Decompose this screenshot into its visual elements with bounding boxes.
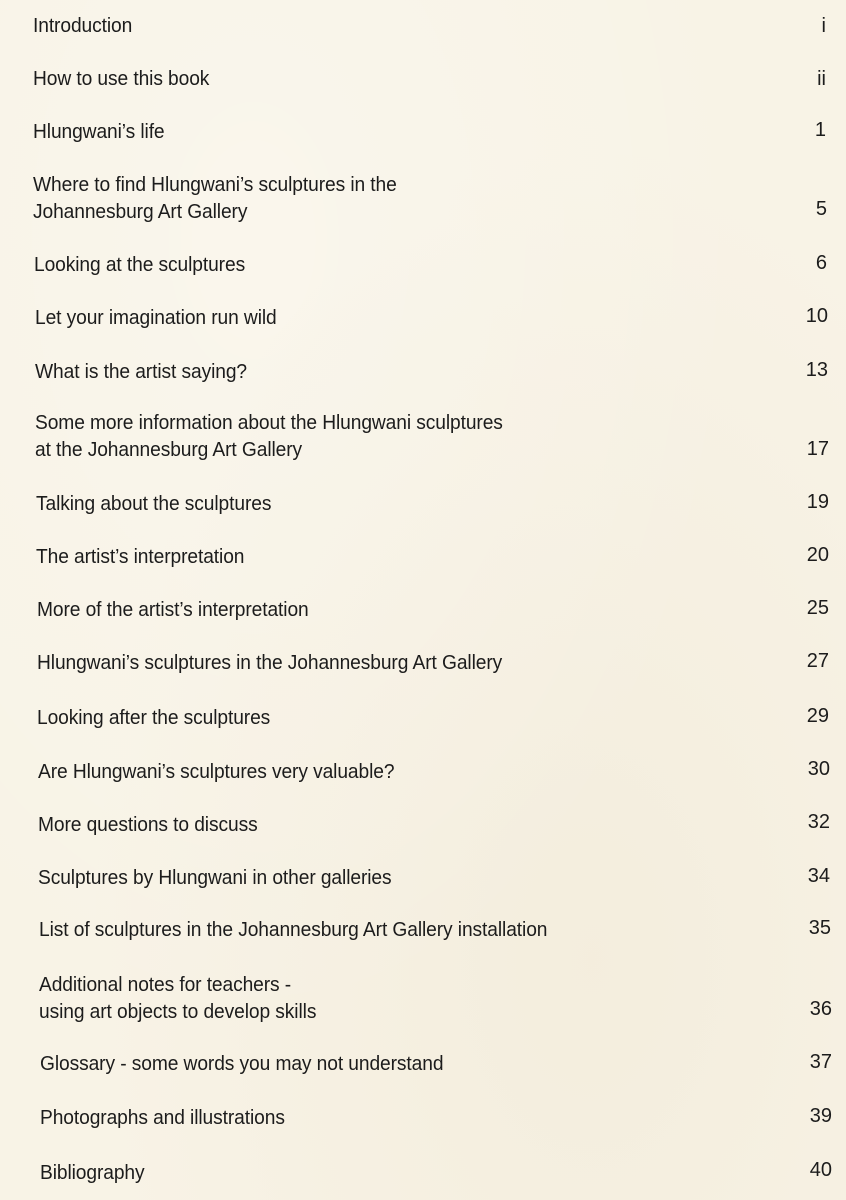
toc-entry-page-number: 37 [809, 1051, 832, 1073]
toc-entry-title [36, 491, 271, 518]
toc-entry-page-number: 34 [807, 865, 830, 887]
toc-entry-page-number: 36 [809, 998, 832, 1020]
toc-entry-title [38, 759, 394, 786]
toc-entry-title [35, 410, 503, 464]
toc-entry-page-number: 5 [815, 198, 827, 220]
toc-entry-title [33, 66, 209, 93]
toc-entry-title [40, 1105, 285, 1132]
toc-entry-title-line: Hlungwani’s sculptures in the Johannesburg Art Gallery [37, 652, 503, 674]
toc-entry-page-number: i [821, 15, 826, 37]
toc-entry-title [37, 597, 309, 624]
toc-entry-title [33, 119, 165, 146]
toc-entry-title [38, 865, 392, 892]
toc-entry-title [35, 305, 277, 332]
toc-entry-title [35, 359, 247, 386]
toc-entry-page-number: 19 [806, 491, 829, 513]
toc-entry-page-number: 13 [805, 359, 828, 381]
toc-entry-title-line: List of sculptures in the Johannesburg Art Gallery installation [39, 919, 548, 941]
toc-entry-page-number: 6 [815, 252, 827, 274]
toc-entry-page-number: 25 [806, 597, 829, 619]
toc-entry-title-line: More of the artist’s interpretation [37, 599, 309, 621]
toc-entry-title [36, 544, 244, 571]
toc-entry-title-line: Let your imagination run wild [35, 307, 277, 329]
toc-entry-title-line: Johannesburg Art Gallery [33, 201, 248, 223]
toc-entry-title [34, 252, 245, 279]
toc-entry-title-line: Looking at the sculptures [34, 254, 246, 276]
toc-entry-page-number: 32 [807, 811, 830, 833]
toc-entry-title-line: Where to find Hlungwani’s sculptures in the [33, 174, 397, 196]
toc-entry-title-line: What is the artist saying? [35, 361, 247, 383]
toc-entry-title-line: Talking about the sculptures [36, 493, 272, 515]
toc-entry-title-line: More questions to discuss [38, 814, 258, 836]
toc-entry-title [38, 812, 258, 839]
toc-entry-title [33, 172, 397, 226]
toc-entry-title [37, 650, 502, 677]
toc-entry-title-line: Looking after the sculptures [37, 707, 271, 729]
toc-entry-title [33, 13, 132, 40]
toc-entry-page-number: 20 [806, 544, 829, 566]
toc-entry-title [37, 705, 270, 732]
toc-entry-title [40, 1051, 443, 1078]
toc-entry-title [39, 917, 547, 944]
toc-entry-title [40, 1160, 145, 1187]
toc-entry-title-line: Hlungwani’s life [33, 121, 165, 143]
toc-entry-title-line: Some more information about the Hlungwani sculptures [35, 412, 503, 434]
toc-entry-page-number: 10 [805, 305, 828, 327]
toc-entry-page-number: 1 [814, 119, 826, 141]
toc-entry-title-line: How to use this book [33, 68, 210, 90]
toc-entry-title-line: The artist’s interpretation [36, 546, 245, 568]
toc-entry-page-number: 40 [809, 1159, 832, 1181]
toc-entry-title-line: Introduction [33, 15, 133, 37]
toc-entry-title-line: using art objects to develop skills [39, 1001, 317, 1023]
toc-entry-page-number: 35 [808, 917, 831, 939]
toc-entry-page-number: 30 [807, 758, 830, 780]
toc-entry-page-number: 27 [806, 650, 829, 672]
toc-entry-page-number: ii [817, 68, 826, 90]
toc-entry-title-line: Photographs and illustrations [40, 1107, 285, 1129]
toc-entry-title-line: Additional notes for teachers - [39, 974, 292, 996]
toc-entry-title [39, 972, 316, 1026]
toc-entry-title-line: Bibliography [40, 1162, 145, 1184]
toc-entry-page-number: 29 [806, 705, 829, 727]
toc-entry-title-line: at the Johannesburg Art Gallery [35, 439, 303, 461]
toc-entry-page-number: 17 [806, 438, 829, 460]
toc-entry-title-line: Sculptures by Hlungwani in other galleries [38, 867, 392, 889]
toc-entry-title-line: Glossary - some words you may not understand [40, 1053, 444, 1075]
toc-entry-title-line: Are Hlungwani’s sculptures very valuable? [38, 761, 395, 783]
toc-entry-page-number: 39 [809, 1105, 832, 1127]
